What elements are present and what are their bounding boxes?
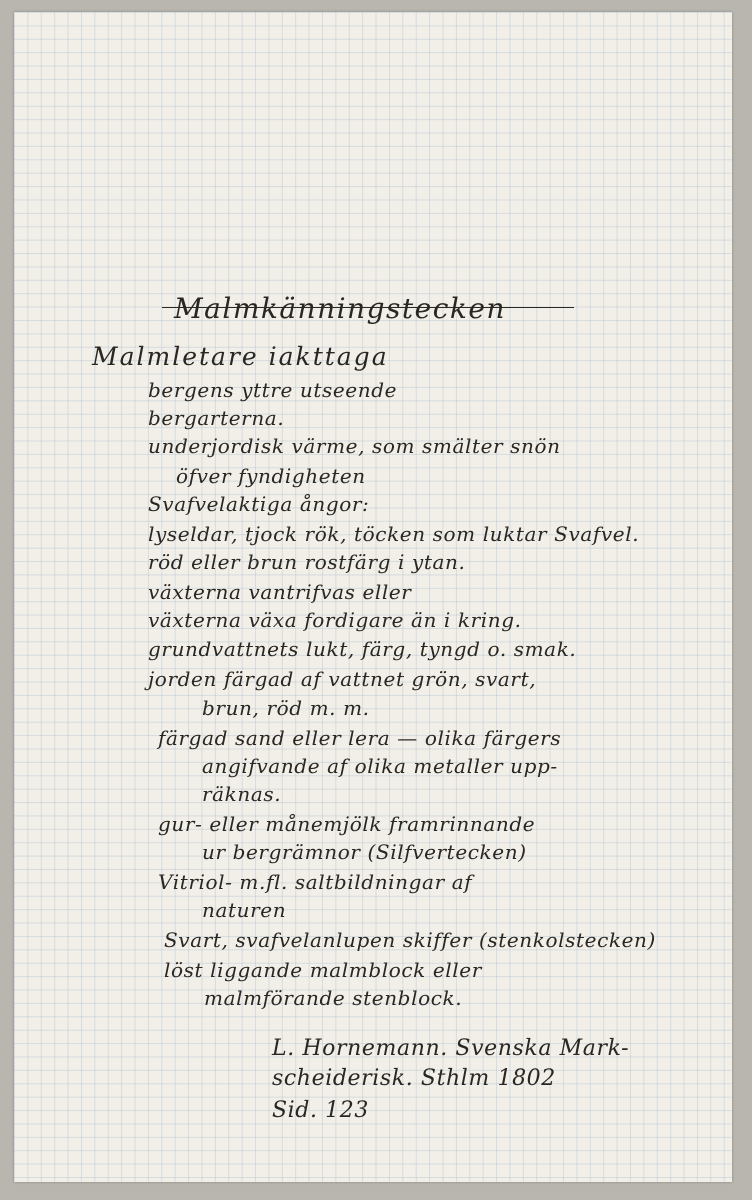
title-underline <box>162 307 574 308</box>
text-line: gur- eller månemjölk framrinnande <box>158 812 536 836</box>
text-line: Vitriol- m.fl. saltbildningar af <box>158 870 473 894</box>
text-line: växterna växa fordigare än i kring. <box>148 608 522 632</box>
text-line: röd eller brun rostfärg i ytan. <box>148 550 466 574</box>
text-line: bergarterna. <box>148 406 285 430</box>
text-line: öfver fyndigheten <box>176 464 366 488</box>
text-line: räknas. <box>202 782 282 806</box>
text-line: underjordisk värme, som smälter snön <box>148 434 561 458</box>
text-line: grundvattnets lukt, färg, tyngd o. smak. <box>148 637 577 661</box>
text-line: växterna vantrifvas eller <box>148 580 412 604</box>
text-line: löst liggande malmblock eller <box>164 958 482 982</box>
document-page <box>14 12 732 1182</box>
text-line: naturen <box>202 898 287 922</box>
citation-line: L. Hornemann. Svenska Mark- <box>272 1036 630 1061</box>
text-line: malmförande stenblock. <box>204 986 463 1010</box>
text-line: brun, röd m. m. <box>202 696 370 720</box>
citation-line: scheiderisk. Sthlm 1802 <box>272 1066 556 1091</box>
text-line: jorden färgad af vattnet grön, svart, <box>148 667 537 691</box>
text-line: Svart, svafvelanlupen skiffer (stenkolstecken) <box>164 928 656 952</box>
text-line: lyseldar, tjock rök, töcken som luktar Svafvel. <box>148 522 640 546</box>
text-line: färgad sand eller lera — olika färgers <box>158 726 562 750</box>
text-line: Svafvelaktiga ångor: <box>148 492 370 516</box>
document-title: Malmkänningstecken <box>174 292 506 325</box>
text-line: bergens yttre utseende <box>148 378 398 402</box>
text-line: angifvande af olika metaller upp- <box>202 754 558 778</box>
intro-line: Malmletare iakttaga <box>92 342 389 371</box>
citation-line: Sid. 123 <box>272 1098 369 1123</box>
text-line: ur bergrämnor (Silfvertecken) <box>202 840 527 864</box>
